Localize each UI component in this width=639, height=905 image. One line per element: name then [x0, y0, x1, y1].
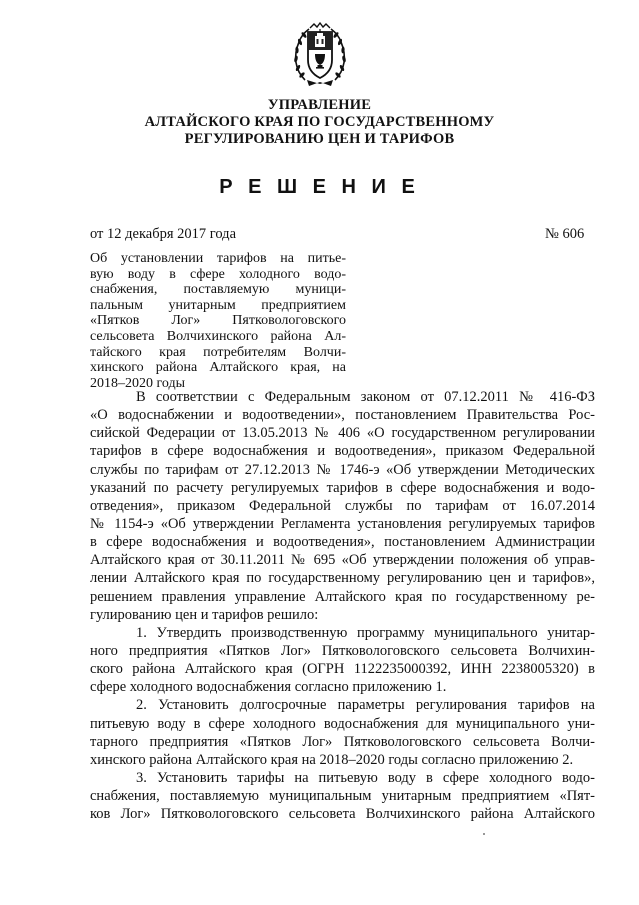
body-line: тарного предприятия «Пятков Лог» Пятковологовского сельсовета Волчи- — [90, 733, 595, 750]
body-line: хинского района Алтайского края на 2018–2020 годы согласно приложению 2. — [90, 751, 574, 768]
subject-line: 2018–2020 годы — [90, 375, 186, 391]
body-line: сийской Федерации от 13.05.2013 № 406 «О государственном регулировании — [90, 425, 595, 442]
body-line: отведения», приказом Федеральной службы по тарифам от 16.07.2014 — [90, 497, 595, 514]
body-line: 1. Утвердить производственную программу муниципального унитар- — [136, 624, 595, 641]
body-line: ков Лог» Пятковологовского сельсовета Волчихинского района Алтайского — [90, 806, 595, 823]
body-line: ского района Алтайского края (ОГРН 1122235000392, ИНН 2238005320) в — [90, 661, 595, 678]
document-subject — [90, 251, 346, 391]
document-title: Р Е Ш Е Н И Е — [219, 176, 420, 198]
subject-line: хинского района Алтайского края, на — [90, 360, 346, 376]
body-line: ного предприятия «Пятков Лог» Пятковологовского сельсовета Волчихин- — [90, 642, 595, 659]
document-date: от 12 декабря 2017 года — [90, 226, 236, 242]
subject-line: тайского края потребителям Волчи- — [90, 344, 346, 360]
org-title-line-3: РЕГУЛИРОВАНИЮ ЦЕН И ТАРИФОВ — [184, 131, 455, 147]
body-line: в сфере водоснабжения и водоотведения», постановлением Администрации — [90, 534, 595, 551]
body-line: Алтайского края от 30.11.2011 № 695 «Об утверждении положения об управ- — [90, 552, 595, 569]
body-line: тарифов в сфере водоснабжения и водоотведения», приказом Федеральной — [90, 443, 595, 460]
body-line: питьевую воду в сфере холодного водоснабжения для муниципального уни- — [90, 715, 595, 732]
document-body — [90, 388, 595, 823]
subject-line: пальным унитарным предприятием — [90, 297, 346, 313]
body-line: сфере холодного водоснабжения согласно приложению 1. — [90, 679, 447, 696]
body-line: 2. Установить долгосрочные параметры регулирования тарифов на — [136, 697, 595, 714]
org-title-line-2: АЛТАЙСКОГО КРАЯ ПО ГОСУДАРСТВЕННОМУ — [144, 114, 495, 130]
body-line: «О водоснабжении и водоотведении», постановлением Правительства Рос- — [90, 407, 595, 424]
body-line: 3. Установить тарифы на питьевую воду в сфере холодного водо- — [136, 769, 595, 786]
subject-line: снабжения, поставляемую муници- — [90, 282, 346, 298]
scan-speck — [483, 833, 485, 835]
subject-line: вую воду в сфере холодного водо- — [90, 266, 346, 282]
body-line: В соответствии с Федеральным законом от 07.12.2011 № 416-ФЗ — [136, 389, 595, 405]
altai-coat-of-arms-icon — [291, 20, 349, 88]
body-line: лении Алтайского края по государственному регулированию цен и тарифов», — [90, 570, 595, 587]
body-line: службы по тарифам от 27.12.2013 № 1746-э «Об утверждении Методических — [90, 461, 595, 478]
body-line: снабжения, поставляемую муниципальным унитарным предприятием «Пят- — [90, 788, 595, 805]
body-line: № 1154-э «Об утверждении Регламента установления регулируемых тарифов — [90, 515, 595, 532]
body-line: гулированию цен и тарифов решило: — [90, 606, 319, 623]
subject-line: сельсовета Волчихинского района Ал- — [90, 328, 346, 344]
body-line: решением правления управление Алтайского края по государственному ре- — [90, 588, 595, 605]
body-line: указаний по расчету регулируемых тарифов в сфере водоснабжения и водо- — [90, 479, 595, 496]
document-number: № 606 — [545, 226, 585, 242]
subject-line: «Пятков Лог» Пятковологовского — [90, 313, 346, 329]
subject-line: Об установлении тарифов на питье- — [90, 251, 346, 266]
org-title-line-1: УПРАВЛЕНИЕ — [267, 97, 372, 113]
